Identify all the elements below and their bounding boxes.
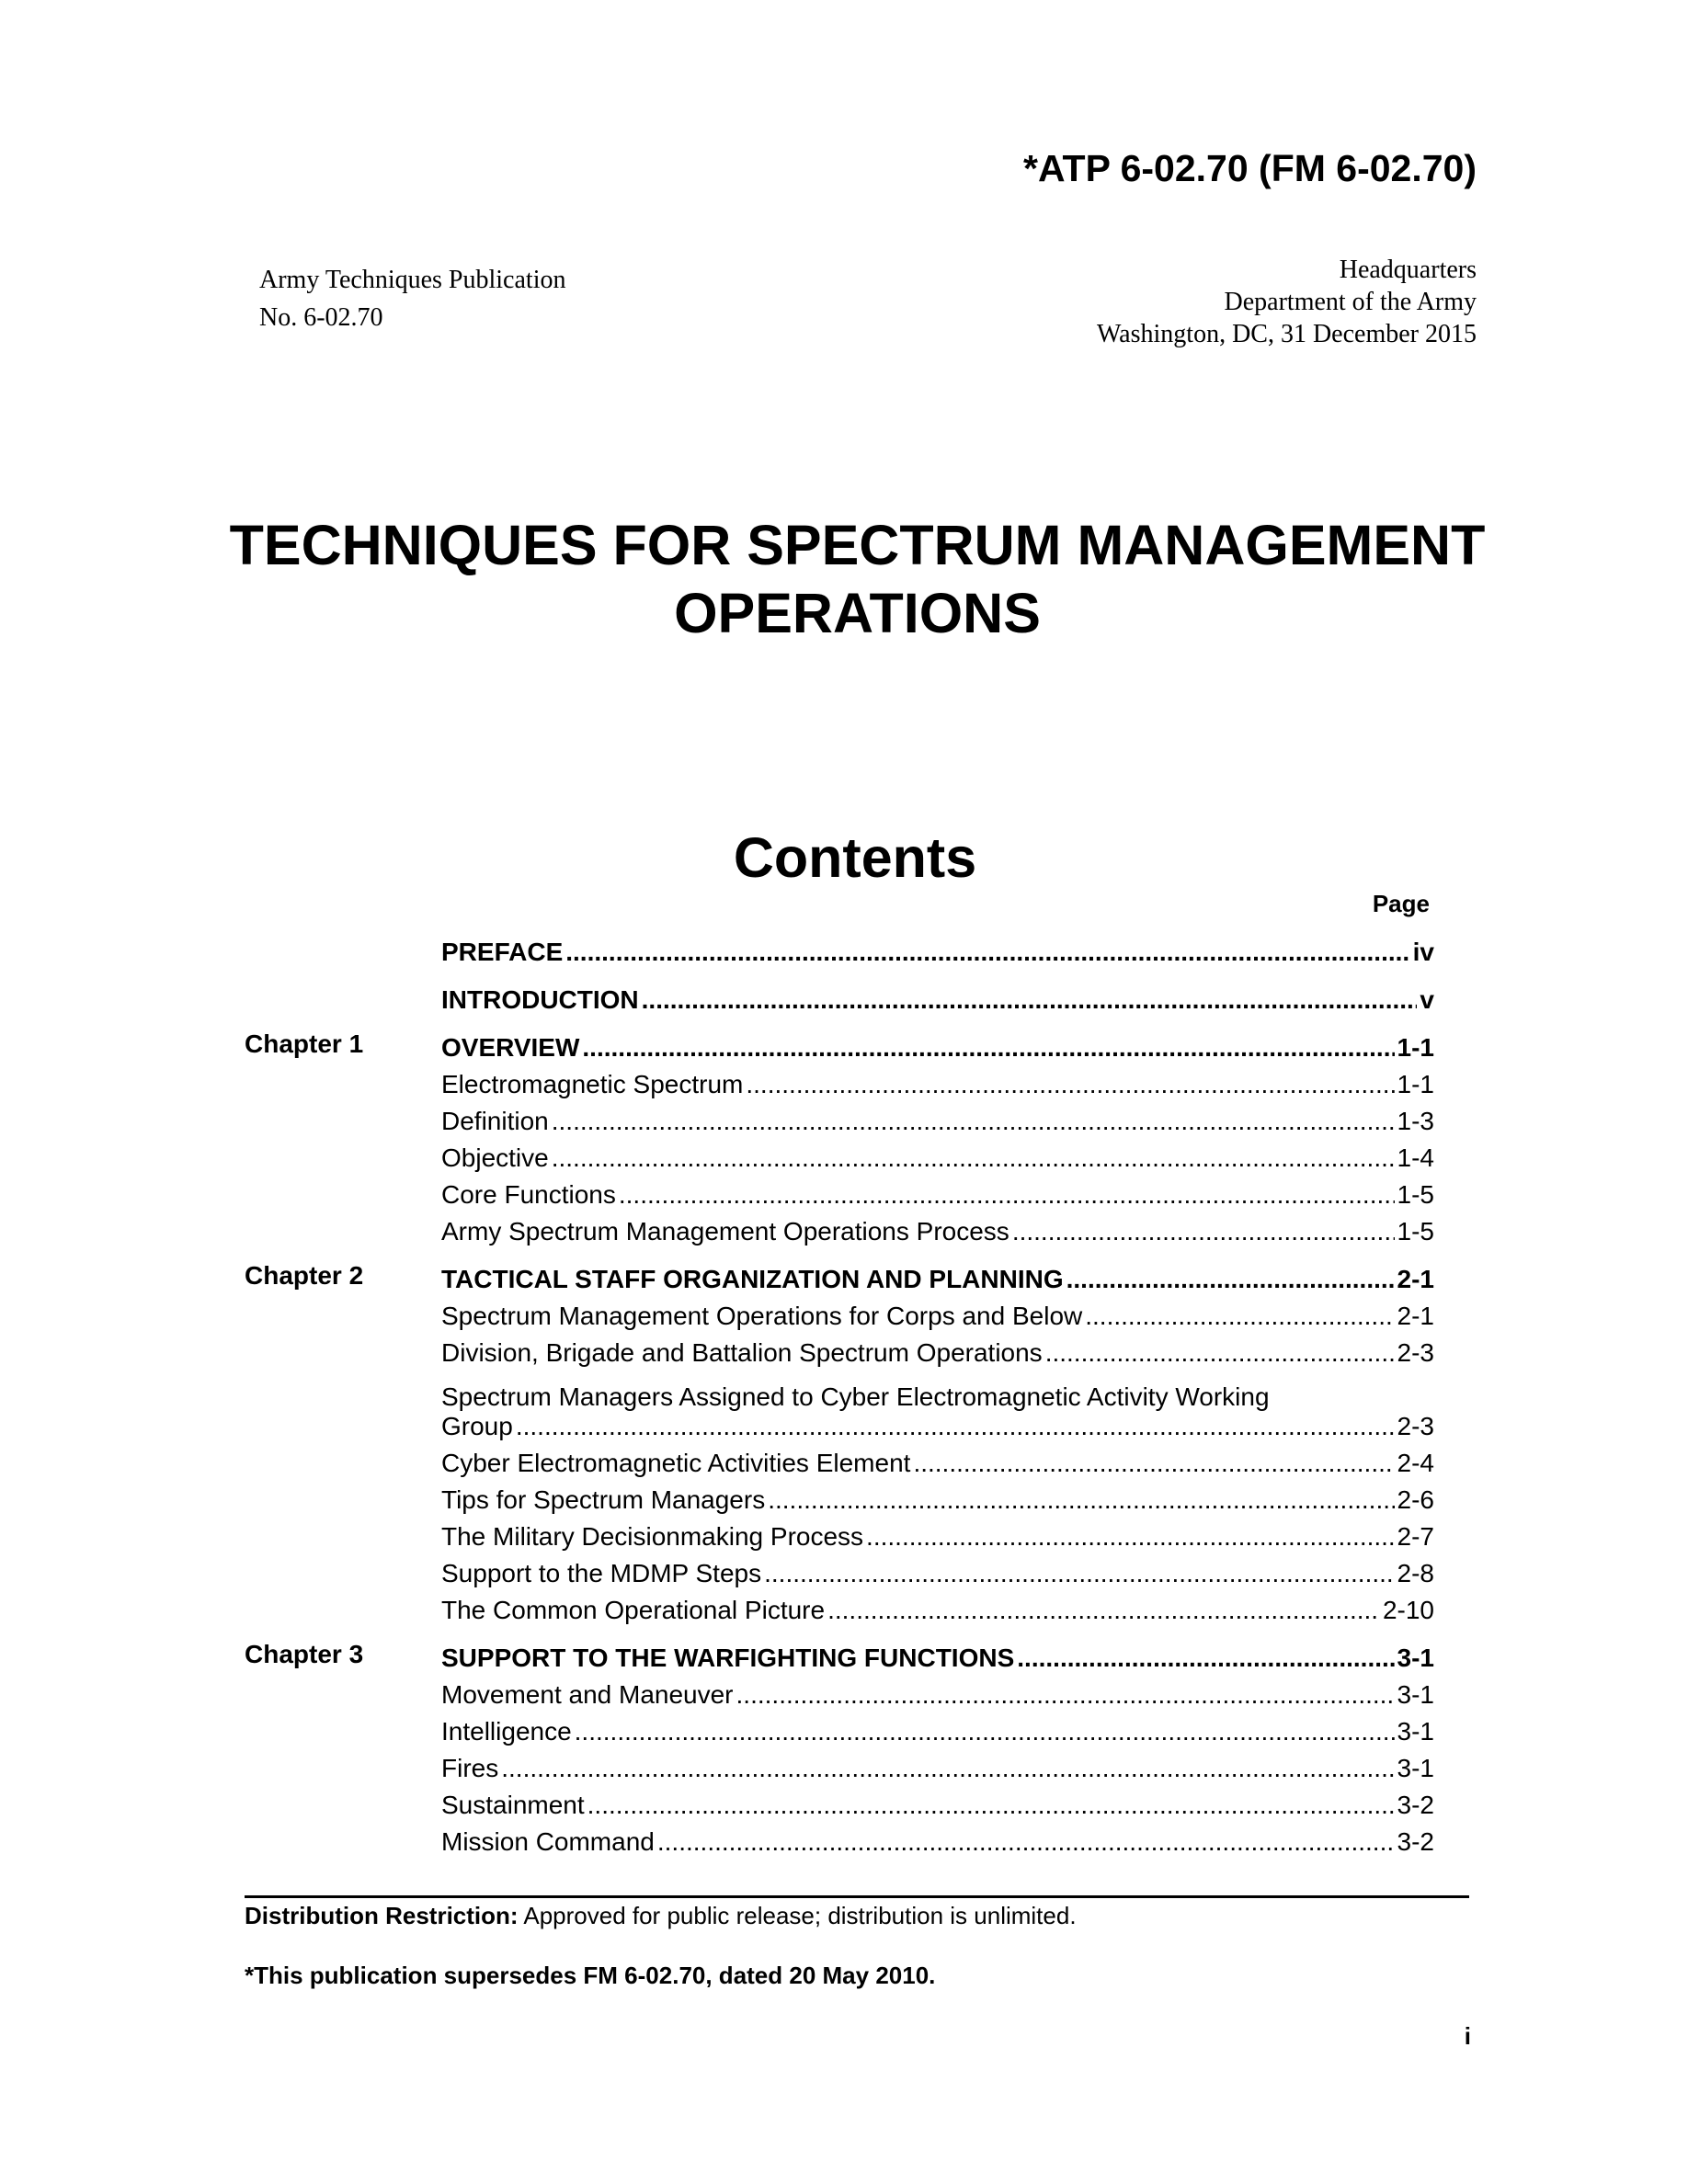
toc-entry-page: 2-3 bbox=[1397, 1412, 1434, 1440]
toc-entry-title: Objective bbox=[441, 1143, 549, 1172]
toc-entry-line bbox=[441, 1338, 1434, 1368]
toc-entry-line bbox=[441, 1143, 1434, 1173]
toc-entry-page: 1-1 bbox=[1397, 1070, 1434, 1098]
toc-entry bbox=[245, 1710, 1434, 1746]
toc-dot-leader bbox=[746, 1070, 1394, 1099]
toc-entry-title: OVERVIEW bbox=[441, 1033, 580, 1062]
toc-entry bbox=[245, 1257, 1434, 1294]
toc-entry-page: iv bbox=[1412, 938, 1434, 966]
toc-entry-page: 2-3 bbox=[1397, 1338, 1434, 1367]
toc-dot-leader bbox=[501, 1754, 1394, 1783]
toc-entry-title: SUPPORT TO THE WARFIGHTING FUNCTIONS bbox=[441, 1644, 1015, 1672]
supersedes-note: *This publication supersedes FM 6-02.70, dated 20 May 2010. bbox=[245, 1962, 936, 1989]
toc-entry-title-line2: Group bbox=[441, 1412, 513, 1440]
toc-dot-leader bbox=[913, 1449, 1394, 1478]
toc-dot-leader bbox=[1085, 1302, 1394, 1331]
toc-entry-page: 2-1 bbox=[1397, 1265, 1434, 1293]
toc-dot-leader bbox=[827, 1596, 1380, 1625]
toc-dot-leader bbox=[642, 985, 1418, 1015]
toc-dot-leader bbox=[1017, 1644, 1394, 1673]
headquarters-line: Headquarters bbox=[1339, 256, 1477, 284]
toc-entry bbox=[245, 1515, 1434, 1552]
toc-entry-line bbox=[441, 1485, 1434, 1515]
toc-entry bbox=[245, 1368, 1434, 1441]
toc-entry bbox=[245, 978, 1434, 1015]
toc-entry-page: 3-2 bbox=[1397, 1791, 1434, 1819]
toc-entry-page: 1-5 bbox=[1397, 1180, 1434, 1209]
toc-entry-title: Mission Command bbox=[441, 1827, 655, 1856]
toc-entry-title: Spectrum Management Operations for Corps and Below bbox=[441, 1302, 1083, 1330]
publication-name: Army Techniques Publication bbox=[259, 266, 566, 294]
toc-entry-line bbox=[441, 1827, 1434, 1857]
footer-divider bbox=[245, 1895, 1469, 1898]
toc-dot-leader bbox=[1012, 1217, 1395, 1246]
toc-entry bbox=[245, 1210, 1434, 1246]
toc-entry-page: 1-5 bbox=[1397, 1217, 1434, 1246]
toc-entry-line bbox=[441, 1302, 1434, 1331]
toc-entry bbox=[245, 1478, 1434, 1515]
table-of-contents bbox=[245, 930, 1434, 1857]
toc-entry-title-line1: Spectrum Managers Assigned to Cyber Electromagnetic Activity Working bbox=[441, 1382, 1270, 1411]
toc-chapter-label: Chapter 3 bbox=[245, 1640, 364, 1668]
location-date-line: Washington, DC, 31 December 2015 bbox=[1097, 320, 1477, 348]
toc-dot-leader bbox=[768, 1485, 1394, 1515]
toc-entry-line bbox=[441, 1382, 1434, 1441]
headquarters-block bbox=[827, 254, 1477, 350]
toc-dot-leader bbox=[1066, 1265, 1395, 1294]
toc-entry-title: Fires bbox=[441, 1754, 499, 1782]
toc-entry-title: Division, Brigade and Battalion Spectrum Operations bbox=[441, 1338, 1043, 1367]
toc-entry-title: Cyber Electromagnetic Activities Element bbox=[441, 1449, 911, 1477]
distribution-text: Approved for public release; distribution is unlimited. bbox=[518, 1902, 1077, 1929]
toc-dot-leader bbox=[587, 1791, 1395, 1820]
toc-entry-page: 1-3 bbox=[1397, 1107, 1434, 1135]
main-title-line2: OPERATIONS bbox=[674, 582, 1041, 644]
toc-entry-page: 3-1 bbox=[1397, 1680, 1434, 1709]
toc-entry-line bbox=[441, 1717, 1434, 1746]
document-id: *ATP 6-02.70 (FM 6-02.70) bbox=[1023, 147, 1477, 189]
toc-entry bbox=[245, 930, 1434, 967]
toc-entry-title: The Military Decisionmaking Process bbox=[441, 1522, 864, 1551]
toc-entry-title: Movement and Maneuver bbox=[441, 1680, 734, 1709]
toc-entry-page: v bbox=[1420, 985, 1434, 1014]
toc-entry-line bbox=[441, 1680, 1434, 1710]
toc-entry bbox=[245, 1136, 1434, 1173]
toc-entry bbox=[245, 1636, 1434, 1673]
toc-entry-title: TACTICAL STAFF ORGANIZATION AND PLANNING bbox=[441, 1265, 1064, 1293]
toc-entry bbox=[245, 1063, 1434, 1099]
toc-entry bbox=[245, 1099, 1434, 1136]
distribution-restriction bbox=[245, 1899, 1467, 1932]
toc-entry-line bbox=[441, 1033, 1434, 1063]
toc-entry-line bbox=[441, 1791, 1434, 1820]
publication-block bbox=[259, 261, 565, 336]
distribution-label: Distribution Restriction: bbox=[245, 1902, 519, 1929]
toc-entry-title: Intelligence bbox=[441, 1717, 572, 1746]
toc-entry-title: Tips for Spectrum Managers bbox=[441, 1485, 766, 1514]
toc-entry-line bbox=[441, 1217, 1434, 1246]
toc-entry-line bbox=[441, 1180, 1434, 1210]
toc-entry-line bbox=[441, 1644, 1434, 1673]
toc-entry bbox=[245, 1294, 1434, 1331]
main-title-line1: TECHNIQUES FOR SPECTRUM MANAGEMENT bbox=[229, 514, 1486, 576]
toc-entry-line bbox=[441, 1449, 1434, 1478]
toc-entry bbox=[245, 1746, 1434, 1783]
toc-entry-page: 1-1 bbox=[1397, 1033, 1434, 1062]
toc-dot-leader bbox=[619, 1180, 1395, 1210]
toc-entry-line bbox=[441, 1522, 1434, 1552]
department-line: Department of the Army bbox=[1224, 288, 1477, 316]
toc-dot-leader bbox=[582, 1033, 1394, 1063]
toc-entry-line bbox=[441, 1559, 1434, 1588]
toc-entry-line bbox=[441, 1596, 1434, 1625]
page-number: i bbox=[1464, 2022, 1471, 2050]
toc-chapter-label: Chapter 2 bbox=[245, 1261, 364, 1290]
toc-dot-leader bbox=[565, 938, 1409, 967]
toc-entry bbox=[245, 1331, 1434, 1368]
toc-entry bbox=[245, 1783, 1434, 1820]
toc-entry-line bbox=[441, 1754, 1434, 1783]
toc-entry-title: Core Functions bbox=[441, 1180, 616, 1209]
toc-entry bbox=[245, 1026, 1434, 1063]
toc-dot-leader bbox=[866, 1522, 1394, 1552]
toc-entry-page: 2-1 bbox=[1397, 1302, 1434, 1330]
toc-dot-leader bbox=[764, 1559, 1394, 1588]
toc-entry-page: 3-1 bbox=[1397, 1644, 1434, 1672]
page-column-label: Page bbox=[1372, 890, 1430, 917]
toc-dot-leader bbox=[736, 1680, 1395, 1710]
toc-chapter-label: Chapter 1 bbox=[245, 1029, 364, 1058]
toc-entry bbox=[245, 1552, 1434, 1588]
toc-entry-title: Definition bbox=[441, 1107, 549, 1135]
toc-entry-page: 3-1 bbox=[1397, 1754, 1434, 1782]
toc-dot-leader bbox=[552, 1143, 1395, 1173]
main-title bbox=[184, 511, 1531, 647]
toc-entry-title: Sustainment bbox=[441, 1791, 585, 1819]
contents-heading: Contents bbox=[733, 826, 977, 889]
toc-dot-leader bbox=[552, 1107, 1395, 1136]
toc-entry-line bbox=[441, 1070, 1434, 1099]
toc-entry-line bbox=[441, 1107, 1434, 1136]
toc-entry-page: 3-2 bbox=[1397, 1827, 1434, 1856]
toc-entry-title: The Common Operational Picture bbox=[441, 1596, 826, 1624]
toc-entry bbox=[245, 1588, 1434, 1625]
toc-entry-page: 2-10 bbox=[1382, 1596, 1434, 1624]
toc-entry-page: 2-6 bbox=[1397, 1485, 1434, 1514]
toc-entry-title: Support to the MDMP Steps bbox=[441, 1559, 762, 1587]
toc-dot-leader bbox=[575, 1717, 1395, 1746]
toc-entry-line bbox=[441, 985, 1434, 1015]
toc-entry-title: Electromagnetic Spectrum bbox=[441, 1070, 744, 1098]
toc-entry bbox=[245, 1820, 1434, 1857]
toc-entry-page: 3-1 bbox=[1397, 1717, 1434, 1746]
toc-entry-title: Army Spectrum Management Operations Process bbox=[441, 1217, 1009, 1246]
toc-dot-leader bbox=[1045, 1338, 1395, 1368]
toc-entry-page: 1-4 bbox=[1397, 1143, 1434, 1172]
toc-entry-page: 2-4 bbox=[1397, 1449, 1434, 1477]
toc-entry bbox=[245, 1173, 1434, 1210]
toc-entry bbox=[245, 1673, 1434, 1710]
toc-entry-title: PREFACE bbox=[441, 938, 564, 966]
toc-entry-title: INTRODUCTION bbox=[441, 985, 639, 1014]
toc-entry-page: 2-7 bbox=[1397, 1522, 1434, 1551]
toc-entry bbox=[245, 1441, 1434, 1478]
toc-dot-leader bbox=[516, 1412, 1395, 1441]
toc-entry-line bbox=[441, 938, 1434, 967]
toc-dot-leader bbox=[657, 1827, 1395, 1857]
publication-number: No. 6-02.70 bbox=[259, 303, 383, 332]
toc-entry-page: 2-8 bbox=[1397, 1559, 1434, 1587]
toc-entry-line bbox=[441, 1265, 1434, 1294]
